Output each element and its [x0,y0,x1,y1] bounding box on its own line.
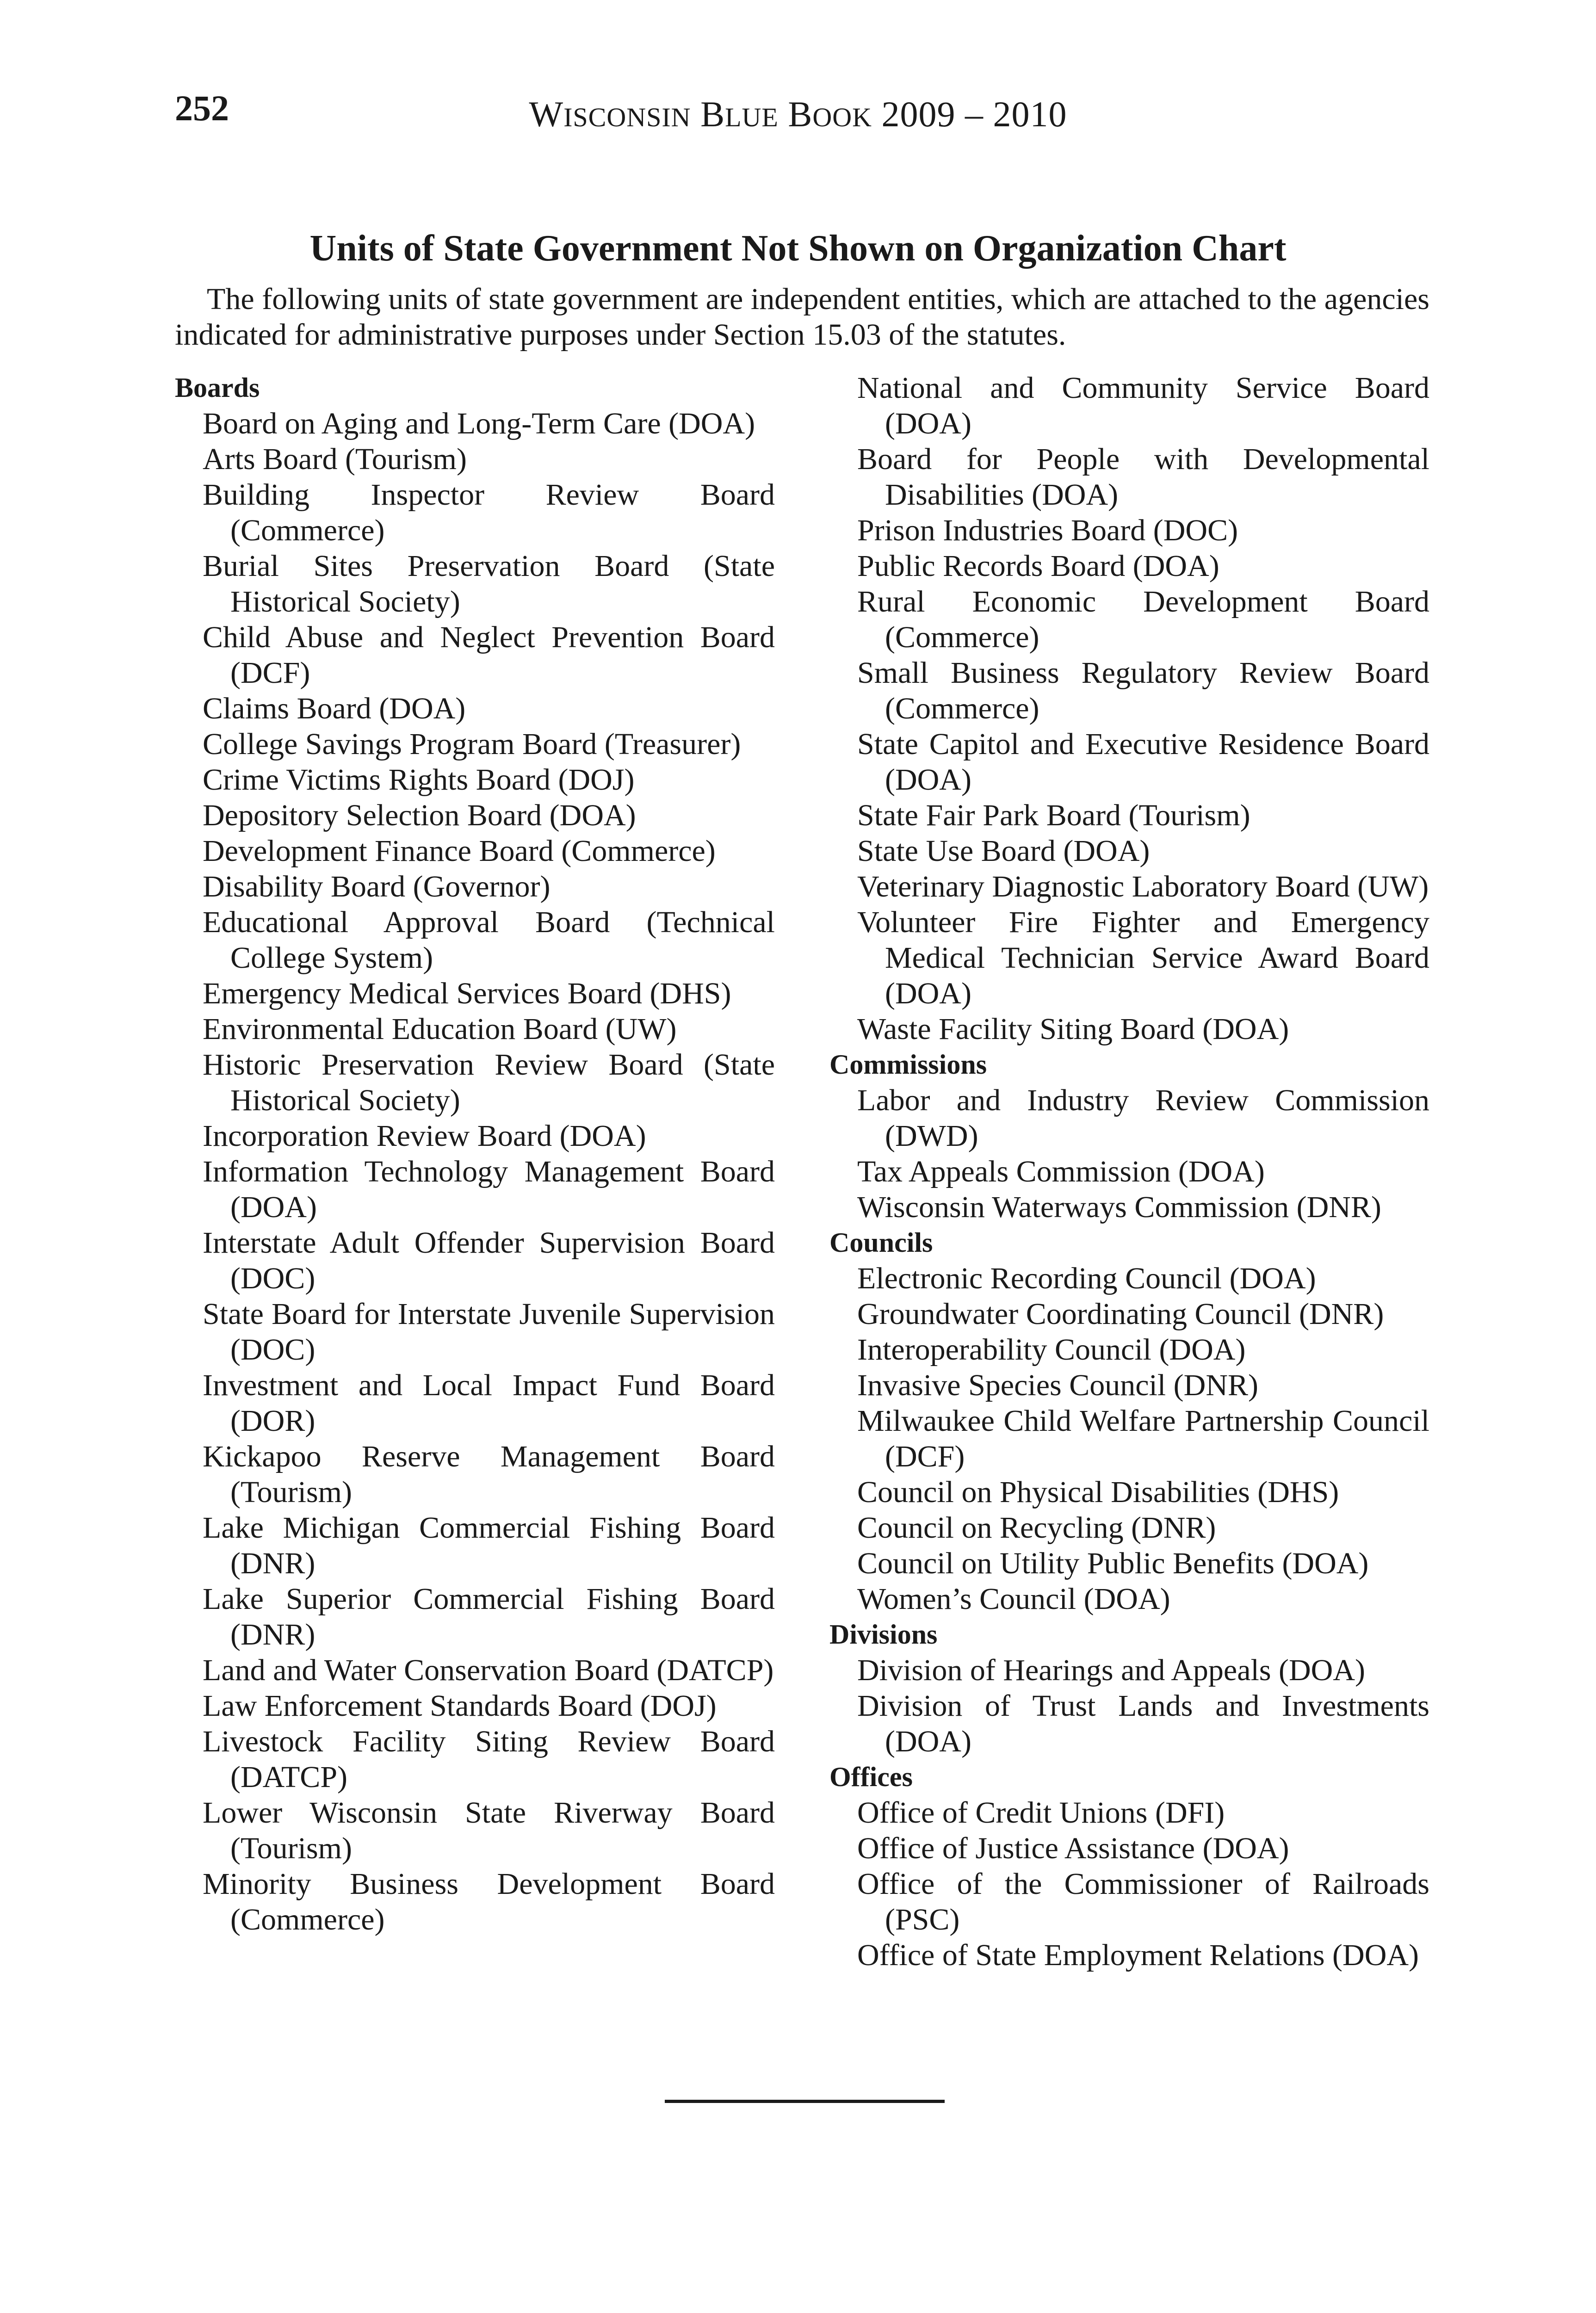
board-entry: Board for People with Developmental Disabilities (DOA) [857,442,1429,512]
offices-list [829,1795,1429,1973]
board-entry: Small Business Regulatory Review Board (Commerce) [857,656,1429,725]
council-entry: Interoperability Council (DOA) [857,1333,1246,1367]
running-head-w: W [529,94,564,134]
councils-list [829,1261,1429,1617]
board-entry: Child Abuse and Neglect Prevention Board (DCF) [203,620,775,690]
council-entry: Invasive Species Council (DNR) [857,1368,1258,1402]
council-entry: Council on Physical Disabilities (DHS) [857,1475,1339,1509]
board-entry: Burial Sites Preservation Board (State Historical Society) [203,549,775,618]
division-entry: Division of Trust Lands and Investments (DOA) [857,1689,1429,1758]
council-entry: Electronic Recording Council (DOA) [857,1262,1316,1295]
office-entry: Office of Justice Assistance (DOA) [857,1831,1289,1865]
offices-heading: Offices [829,1762,913,1792]
division-entry: Division of Hearings and Appeals (DOA) [857,1653,1365,1687]
left-column [175,370,775,1937]
council-entry: Groundwater Coordinating Council (DNR) [857,1297,1384,1331]
divisions-heading: Divisions [829,1619,938,1650]
board-entry: Lake Superior Commercial Fishing Board (DNR) [203,1582,775,1651]
board-entry: Law Enforcement Standards Board (DOJ) [203,1689,717,1723]
running-head-isconsin: ISCONSIN [563,102,691,132]
intro-paragraph: The following units of state government are independent entities, which are attached to the agencies indicated for administrative purposes under Section 15.03 of the statutes. [175,282,1429,352]
board-entry: State Capitol and Executive Residence Board (DOA) [857,727,1429,797]
board-entry: Public Records Board (DOA) [857,549,1219,583]
board-entry: Investment and Local Impact Fund Board (DOR) [203,1368,775,1438]
board-entry: Educational Approval Board (Technical College System) [203,905,775,975]
board-entry: Land and Water Conservation Board (DATCP) [203,1653,774,1687]
board-entry: Crime Victims Rights Board (DOJ) [203,763,635,797]
office-entry: Office of Credit Unions (DFI) [857,1796,1225,1830]
board-entry: Lake Michigan Commercial Fishing Board (DNR) [203,1511,775,1580]
end-rule [665,2100,945,2103]
board-entry: Interstate Adult Offender Supervision Board (DOC) [203,1226,775,1295]
office-entry: Office of State Employment Relations (DOA) [857,1938,1419,1972]
board-entry: Rural Economic Development Board (Commerce) [857,585,1429,654]
board-entry: College Savings Program Board (Treasurer) [203,727,741,761]
board-entry: Emergency Medical Services Board (DHS) [203,977,731,1010]
divisions-list [829,1652,1429,1759]
council-entry: Council on Recycling (DNR) [857,1511,1216,1545]
running-head-bk: B [788,94,813,134]
board-entry: State Fair Park Board (Tourism) [857,798,1250,832]
right-column [829,370,1429,1973]
board-entry: Information Technology Management Board (DOA) [203,1155,775,1224]
board-entry: Livestock Facility Siting Review Board (DATCP) [203,1725,775,1794]
council-entry: Council on Utility Public Benefits (DOA) [857,1546,1369,1580]
board-entry: Volunteer Fire Fighter and Emergency Medical Technician Service Award Board (DOA) [857,905,1429,1010]
board-entry: Waste Facility Siting Board (DOA) [857,1012,1289,1046]
board-entry: Arts Board (Tourism) [203,442,467,476]
councils-heading: Councils [829,1227,933,1258]
board-entry: Veterinary Diagnostic Laboratory Board (UW) [857,870,1429,903]
commission-entry: Wisconsin Waterways Commission (DNR) [857,1190,1381,1224]
running-head-ook: OOK [812,102,872,132]
running-head-lue: LUE [725,102,779,132]
board-entry: Prison Industries Board (DOC) [857,513,1238,547]
board-entry: Disability Board (Governor) [203,870,551,903]
council-entry: Milwaukee Child Welfare Partnership Council (DCF) [857,1404,1429,1473]
board-entry: Board on Aging and Long-Term Care (DOA) [203,407,755,440]
board-entry: State Use Board (DOA) [857,834,1150,868]
board-entry: Historic Preservation Review Board (State Historical Society) [203,1048,775,1117]
board-entry: Environmental Education Board (UW) [203,1012,677,1046]
running-head-years: 2009 – 2010 [881,94,1067,134]
board-entry: Kickapoo Reserve Management Board (Tourism) [203,1440,775,1509]
board-entry: State Board for Interstate Juvenile Supervision (DOC) [203,1297,775,1367]
board-entry: Claims Board (DOA) [203,692,466,725]
board-entry: Incorporation Review Board (DOA) [203,1119,646,1153]
commissions-heading: Commissions [829,1049,987,1080]
running-head [0,96,1596,132]
board-entry: Minority Business Development Board (Commerce) [203,1867,775,1936]
board-entry: Development Finance Board (Commerce) [203,834,716,868]
running-head-b: B [700,94,725,134]
board-entry: Lower Wisconsin State Riverway Board (Tourism) [203,1796,775,1865]
commission-entry: Tax Appeals Commission (DOA) [857,1155,1265,1188]
page-number: 252 [175,88,229,128]
office-entry: Office of the Commissioner of Railroads (PSC) [857,1867,1429,1936]
commissions-list [829,1082,1429,1225]
boards-heading: Boards [175,372,260,403]
boards-continued-list [829,370,1429,1047]
board-entry: Depository Selection Board (DOA) [203,798,636,832]
page-title: Units of State Government Not Shown on Organization Chart [309,228,1287,269]
board-entry: Building Inspector Review Board (Commerce) [203,478,775,547]
commission-entry: Labor and Industry Review Commission (DWD) [857,1083,1429,1153]
council-entry: Women’s Council (DOA) [857,1582,1170,1616]
board-entry: National and Community Service Board (DOA) [857,371,1429,440]
boards-list [175,406,775,1937]
